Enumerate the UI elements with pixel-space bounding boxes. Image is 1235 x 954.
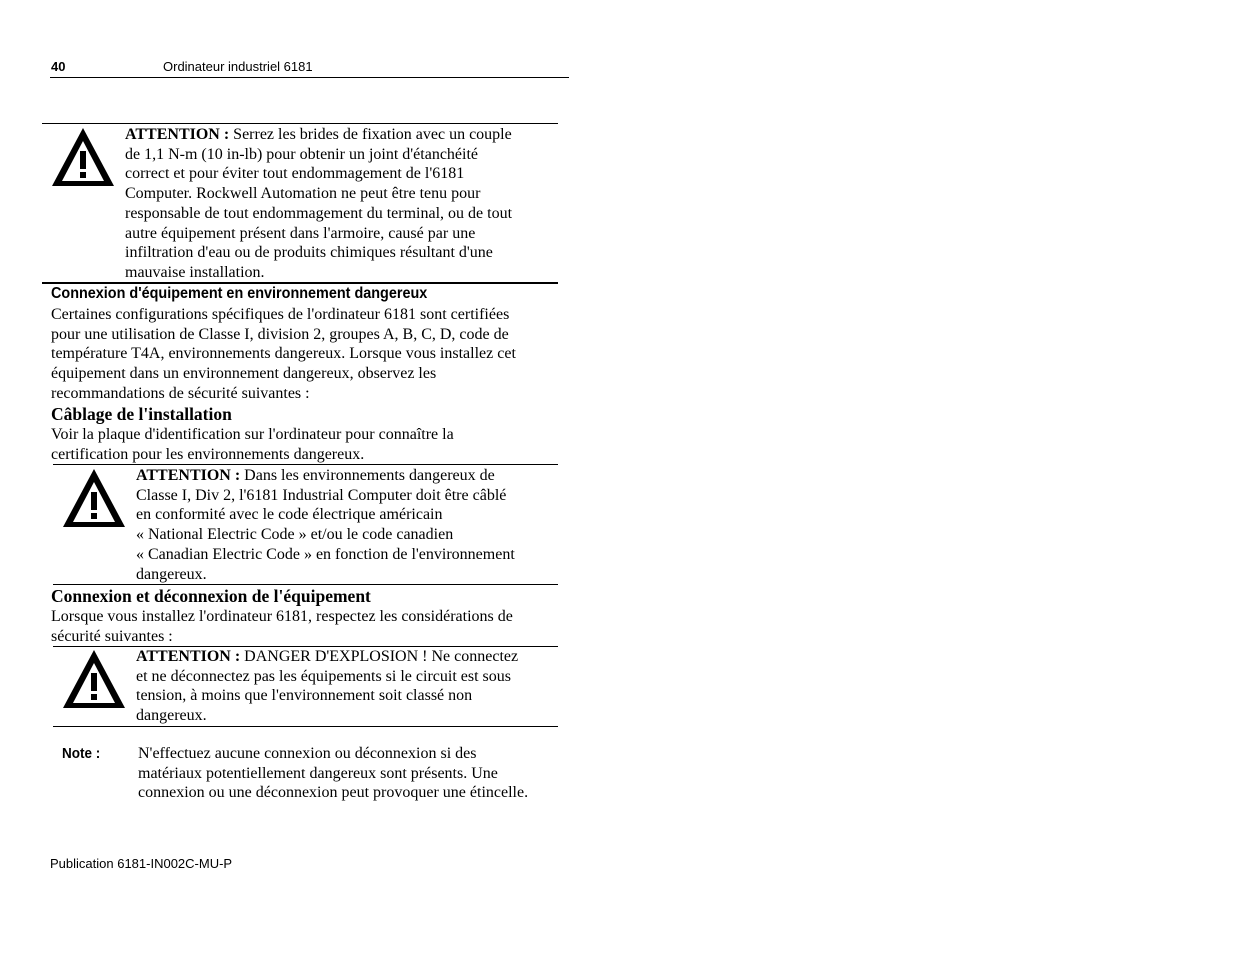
- attention-1-line: correct et pour éviter tout endommagement de l'6181: [125, 165, 465, 183]
- body-line: certification pour les environnements dangereux.: [51, 445, 365, 463]
- note-line: N'effectuez aucune connexion ou déconnexion si des: [138, 745, 477, 762]
- attention-2-line: Classe I, Div 2, l'6181 Industrial Computer doit être câblé: [136, 486, 507, 504]
- note-text: [138, 744, 528, 803]
- section-connect-body: [51, 607, 513, 646]
- attention-3-label: ATTENTION :: [136, 648, 241, 665]
- warning-triangle-icon: [50, 126, 116, 188]
- attention-2-top-rule: [53, 464, 558, 465]
- section-heading-hazardous: Connexion d'équipement en environnement dangereux: [51, 285, 428, 302]
- attention-2-line: ATTENTION : Dans les environnements dangereux de: [136, 467, 495, 484]
- warning-triangle-icon: [61, 467, 127, 529]
- attention-2-text: [136, 466, 515, 584]
- publication-footer: Publication 6181-IN002C-MU-P: [50, 856, 233, 871]
- attention-3-text: [136, 647, 518, 726]
- attention-1-line: responsable de tout endommagement du terminal, ou de tout: [125, 204, 513, 222]
- attention-2-line: dangereux.: [136, 565, 207, 583]
- body-line: Lorsque vous installez l'ordinateur 6181, respectez les considérations de: [51, 608, 513, 625]
- attention-3-line: ATTENTION : DANGER D'EXPLOSION ! Ne connectez: [136, 648, 519, 665]
- page-number: 40: [51, 59, 66, 74]
- body-line: recommandations de sécurité suivantes :: [51, 384, 310, 402]
- section-wiring-body: [51, 425, 454, 464]
- attention-2-line: « Canadian Electric Code » en fonction de l'environnement: [136, 545, 515, 563]
- attention-3-line: et ne déconnectez pas les équipements si le circuit est sous: [136, 667, 511, 685]
- note-line: connexion ou une déconnexion peut provoquer une étincelle.: [138, 784, 529, 802]
- body-line: température T4A, environnements dangereux. Lorsque vous installez cet: [51, 345, 516, 363]
- body-line: Voir la plaque d'identification sur l'ordinateur pour connaître la: [51, 426, 454, 443]
- attention-1-bottom-rule: [42, 282, 558, 284]
- attention-1-line: autre équipement présent dans l'armoire, causé par une: [125, 224, 476, 242]
- section-hazardous-body: [51, 305, 516, 404]
- attention-1-line: mauvaise installation.: [125, 263, 265, 281]
- attention-1-label: ATTENTION :: [125, 126, 230, 143]
- attention-1-top-rule: [42, 123, 558, 124]
- attention-2-line: « National Electric Code » et/ou le code canadien: [136, 526, 454, 544]
- section-heading-connect: Connexion et déconnexion de l'équipement: [51, 586, 371, 606]
- page-header: [50, 58, 569, 78]
- document-title: Ordinateur industriel 6181: [163, 59, 313, 74]
- section-heading-wiring: Câblage de l'installation: [51, 404, 232, 424]
- note-line: matériaux potentiellement dangereux sont présents. Une: [138, 764, 498, 782]
- attention-1-line: de 1,1 N-m (10 in-lb) pour obtenir un joint d'étanchéité: [125, 145, 479, 163]
- warning-triangle-icon: [61, 648, 127, 710]
- body-line: équipement dans un environnement dangereux, observez les: [51, 365, 437, 383]
- attention-3-line: tension, à moins que l'environnement soit classé non: [136, 687, 473, 705]
- body-line: Certaines configurations spécifiques de l'ordinateur 6181 sont certifiées: [51, 306, 510, 323]
- attention-1-line: ATTENTION : Serrez les brides de fixation avec un couple: [125, 126, 512, 143]
- attention-3-line: dangereux.: [136, 707, 207, 725]
- body-line: pour une utilisation de Classe I, division 2, groupes A, B, C, D, code de: [51, 325, 509, 343]
- body-line: sécurité suivantes :: [51, 627, 173, 645]
- attention-3-bottom-rule: [53, 726, 558, 727]
- attention-1-text: [125, 125, 512, 283]
- note-label: Note :: [62, 745, 101, 762]
- attention-2-label: ATTENTION :: [136, 467, 241, 484]
- attention-2-bottom-rule: [53, 584, 558, 585]
- attention-1-line: Computer. Rockwell Automation ne peut être tenu pour: [125, 185, 481, 203]
- attention-1-line: infiltration d'eau ou de produits chimiques résultant d'une: [125, 244, 493, 262]
- attention-2-line: en conformité avec le code électrique américain: [136, 506, 443, 524]
